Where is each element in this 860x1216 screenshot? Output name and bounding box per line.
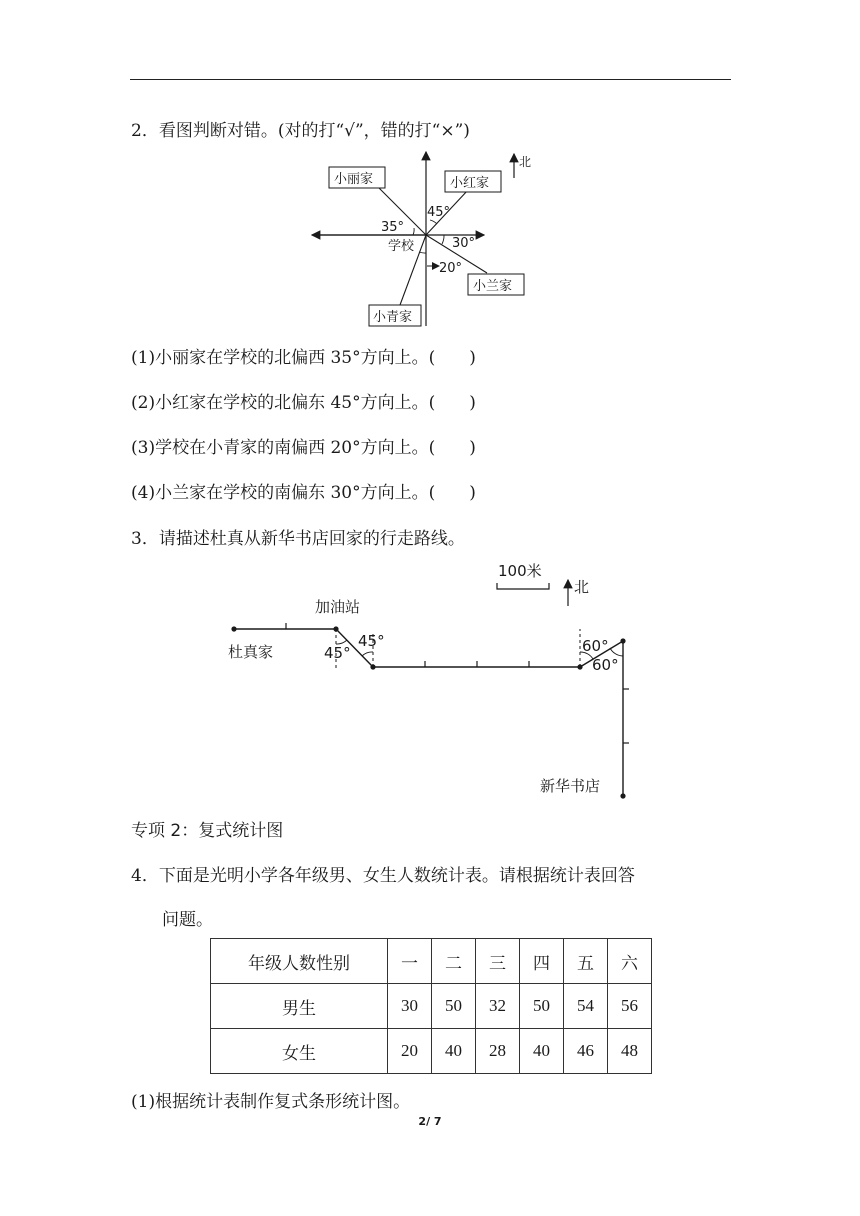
bookstore-label: 新华书店: [540, 777, 601, 795]
home-label: 杜真家: [228, 643, 274, 661]
q3-route-figure: [220, 556, 640, 801]
q2-direction-figure: [310, 148, 540, 330]
table-cell: 32: [476, 984, 520, 1029]
label-xiaolan: 小兰家: [473, 279, 513, 294]
angle-30: 30°: [452, 236, 476, 251]
table-cell: 50: [520, 984, 564, 1029]
q3-title: 3．请描述杜真从新华书店回家的行走路线。: [131, 529, 465, 549]
grade-stats-table: [210, 938, 652, 1074]
header-cell: 五: [564, 939, 608, 984]
table-row: [211, 984, 652, 1029]
table-cell: 50: [432, 984, 476, 1029]
table-cell: 46: [564, 1029, 608, 1074]
q2-item-4: (4)小兰家在学校的南偏东 30°方向上。( ): [131, 483, 476, 503]
header-cell: 四: [520, 939, 564, 984]
label-xiaoli: 小丽家: [334, 172, 374, 187]
q4-title-line1: 4．下面是光明小学各年级男、女生人数统计表。请根据统计表回答: [131, 866, 635, 886]
q2-item-3: (3)学校在小青家的南偏西 20°方向上。( ): [131, 438, 476, 458]
table-cell: 30: [388, 984, 432, 1029]
angle-60-a: 60°: [582, 637, 609, 655]
angle-45-b: 45°: [358, 632, 385, 650]
label-xiaoqing: 小青家: [373, 310, 413, 325]
q2-item-1: (1)小丽家在学校的北偏西 35°方向上。( ): [131, 348, 476, 368]
label-school: 学校: [388, 239, 415, 254]
q4-sub1: (1)根据统计表制作复式条形统计图。: [131, 1092, 411, 1112]
table-cell: 28: [476, 1029, 520, 1074]
q2-item-2: (2)小红家在学校的北偏东 45°方向上。( ): [131, 393, 476, 413]
header-cell: 年级人数性别: [211, 939, 388, 984]
header-cell: 三: [476, 939, 520, 984]
section-title: 专项 2：复式统计图: [131, 821, 284, 841]
table-cell: 48: [608, 1029, 652, 1074]
table-cell: 56: [608, 984, 652, 1029]
table-cell: 54: [564, 984, 608, 1029]
header-cell: 二: [432, 939, 476, 984]
angle-45: 45°: [427, 205, 451, 220]
table-cell: 40: [520, 1029, 564, 1074]
north-label: 北: [519, 155, 532, 169]
row-label: 男生: [211, 984, 388, 1029]
table-cell: 40: [432, 1029, 476, 1074]
table-header-row: [211, 939, 652, 984]
angle-20: 20°: [439, 261, 463, 276]
q2-title: 2．看图判断对错。(对的打“√”，错的打“×”): [131, 121, 470, 141]
label-xiaohong: 小红家: [450, 176, 490, 191]
gas-station-label: 加油站: [315, 598, 361, 616]
angle-45-a: 45°: [324, 644, 351, 662]
header-cell: 一: [388, 939, 432, 984]
north-label-2: 北: [574, 578, 590, 596]
header-cell: 六: [608, 939, 652, 984]
angle-60-b: 60°: [592, 656, 619, 674]
header-rule: [130, 79, 731, 80]
table-row: [211, 1029, 652, 1074]
route-line: [234, 629, 623, 796]
scale-label: 100米: [498, 562, 542, 580]
scale-bar: [497, 583, 549, 589]
row-label: 女生: [211, 1029, 388, 1074]
angle-35: 35°: [381, 220, 405, 235]
page-number: 2/ 7: [418, 1115, 442, 1128]
q4-title-line2: 问题。: [162, 910, 213, 930]
table-cell: 20: [388, 1029, 432, 1074]
